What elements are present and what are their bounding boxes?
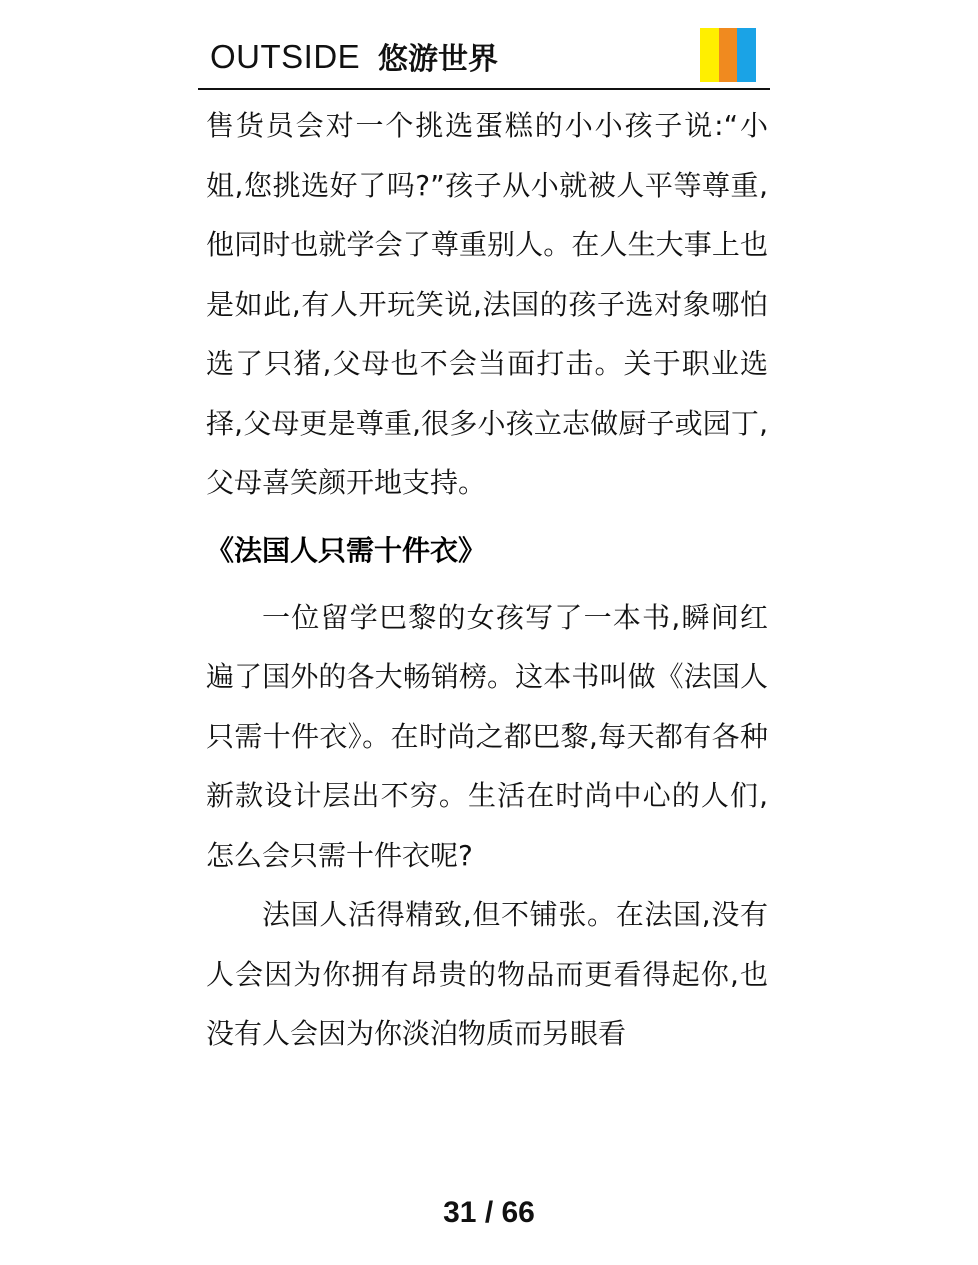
brand-name-chinese: 悠游世界 [378, 42, 498, 77]
brand-name: OUTSIDE [210, 38, 361, 75]
yellow-bar [700, 28, 719, 82]
paragraph-2: 一位留学巴黎的女孩写了一本书,瞬间红遍了国外的各大畅销榜。这本书叫做《法国人只需十件衣》。在时尚之都巴黎,每天都有各种新款设计层出不穷。生活在时尚中心的人们,怎么会只需十件衣呢? [206, 600, 768, 872]
page-header [198, 24, 770, 90]
header-divider [198, 88, 770, 90]
paragraph-1: 售货员会对一个挑选蛋糕的小小孩子说:“小姐,您挑选好了吗?”孩子从小就被人平等尊重,他同时也就学会了尊重别人。在人生大事上也是如此,有人开玩笑说,法国的孩子选对象哪怕选了只猪,父母也不会当面打击。关于职业选择,父母更是尊重,很多小孩立志做厨子或园丁,父母喜笑颜开地支持。 [206, 109, 768, 499]
section-heading: 《法国人只需十件衣》 [206, 533, 487, 567]
blue-bar [737, 28, 756, 82]
brand-color-bars [700, 28, 756, 82]
page-number: 31 / 66 [443, 1196, 535, 1229]
article-body [206, 96, 768, 1064]
paragraph-3: 法国人活得精致,但不铺张。在法国,没有人会因为你拥有昂贵的物品而更看得起你,也没有人会因为你淡泊物质而另眼看 [206, 898, 768, 1050]
orange-bar [719, 28, 738, 82]
